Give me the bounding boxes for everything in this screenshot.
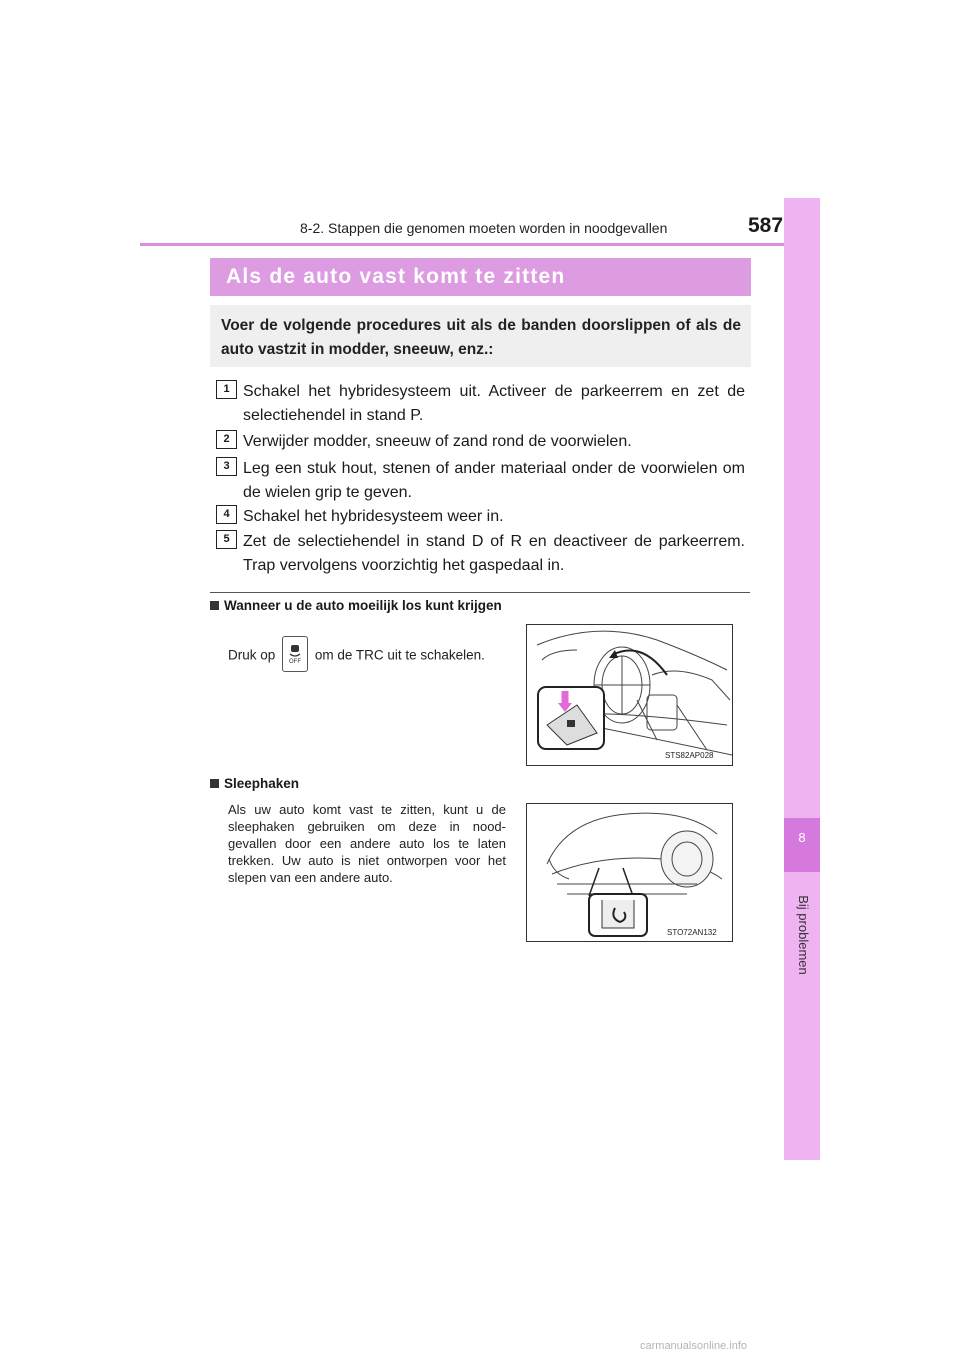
subsection-heading-trc xyxy=(210,598,502,613)
step-number-4: 4 xyxy=(216,505,237,524)
square-bullet-icon xyxy=(210,601,219,610)
svg-text:OFF: OFF xyxy=(289,659,302,665)
trc-off-button-icon xyxy=(282,636,308,672)
figure-code-tow-hook: STO72AN132 xyxy=(667,928,717,937)
square-bullet-icon xyxy=(210,779,219,788)
trc-instruction xyxy=(228,638,485,674)
trc-instruction-before: Druk op xyxy=(228,647,276,663)
step-number-1: 1 xyxy=(216,380,237,399)
subsection-heading-towing-text: Sleephaken xyxy=(224,776,300,791)
page-number: 587 xyxy=(748,214,784,237)
side-tab-chapter-marker xyxy=(784,818,820,872)
figure-code-trc: STS82AP028 xyxy=(665,751,714,760)
trc-instruction-after: om de TRC uit te schakelen. xyxy=(314,647,485,663)
tow-hook-illustration xyxy=(526,803,733,942)
step-text-2: Verwijder modder, sneeuw of zand rond de voorwielen. xyxy=(243,433,632,450)
subsection-heading-towing xyxy=(210,776,299,791)
side-tab-chapter-title: Bij problemen xyxy=(796,895,811,975)
step-text-4: Schakel het hybridesysteem weer in. xyxy=(243,508,504,525)
intro-text: Voer de volgende procedures uit als de banden doorslippen of als de auto vastzit in modder, sneeuw, enz.: xyxy=(221,317,741,358)
towing-hook-text: Als uw auto komt vast te zitten, kunt u de sleephaken gebruiken om deze in nood-gevallen door een andere auto los te laten trekken. Uw auto is niet ontworpen voor het slepen van een andere auto. xyxy=(228,802,506,885)
step-text-3: Leg een stuk hout, stenen of ander materiaal onder de voorwielen om de wielen grip te geven. xyxy=(243,460,745,501)
step-number-3: 3 xyxy=(216,457,237,476)
step-number-2: 2 xyxy=(216,430,237,449)
step-text-5: Zet de selectiehendel in stand D of R en deactiveer de parkeerrem. Trap vervolgens voorzichtig het gaspedaal in. xyxy=(243,533,745,574)
side-tab-strip xyxy=(784,198,820,1160)
header-divider xyxy=(140,243,820,246)
running-header: 8-2. Stappen die genomen moeten worden in noodgevallen xyxy=(300,220,668,236)
step-text-1: Schakel het hybridesysteem uit. Activeer de parkeerrem en zet de selectiehendel in stand P. xyxy=(243,383,745,424)
section-divider xyxy=(210,592,750,593)
side-tab-chapter-number: 8 xyxy=(798,830,806,845)
step-number-5: 5 xyxy=(216,530,237,549)
section-title: Als de auto vast komt te zitten xyxy=(226,265,566,288)
watermark: carmanualsonline.info xyxy=(640,1340,748,1352)
dashboard-trc-illustration xyxy=(526,624,733,766)
subsection-heading-trc-text: Wanneer u de auto moeilijk los kunt krijgen xyxy=(224,598,502,613)
